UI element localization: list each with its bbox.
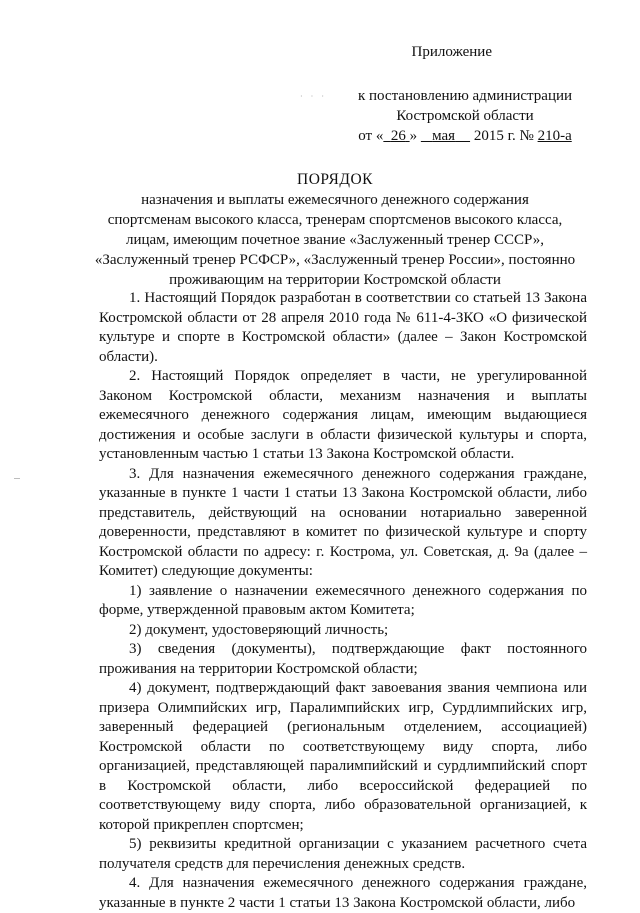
decree-date-line <box>330 126 600 146</box>
document-body <box>99 289 587 913</box>
decree-reference <box>330 86 600 146</box>
date-prefix: от « <box>358 128 384 144</box>
appendix-label: Приложение <box>411 44 492 60</box>
date-year: 2015 г. № <box>473 128 534 144</box>
paragraph: 4) документ, подтверждающий факт завоевания звания чемпиона или призера Олимпийских игр, Паралимпийских игр, Сурдлимпийских игр, заверенный федерацией (региональным отделением, ассоциацией) Костромской области по соответствующему виду спорта, либо организацией, представляющей паралимпийский и сурдлимпийский спорт в Костромской области, либо всероссийской федерацией по соответствующему виду спорта, либо образовательной организацией, к которой прикреплен спортсмен; <box>99 680 587 833</box>
subtitle-line: проживающим на территории Костромской области <box>169 272 501 288</box>
paragraph: 1. Настоящий Порядок разработан в соответствии со статьей 13 Закона Костромской области от 28 апреля 2010 года № 611-4-ЗКО «О физической культуре и спорте в Костромской области» (далее – Закон Костромской области). <box>99 290 587 365</box>
scan-artifact: · · · <box>300 92 327 101</box>
subtitle-line: «Заслуженный тренер РСФСР», «Заслуженный тренер России», постоянно <box>94 252 576 268</box>
decree-number: 210-а <box>537 128 572 144</box>
paragraph: 1) заявление о назначении ежемесячного денежного содержания по форме, утвержденной правовым актом Комитета; <box>99 582 587 618</box>
paragraph: 3) сведения (документы), подтверждающие факт постоянного проживания на территории Костромской области; <box>99 641 587 677</box>
subtitle-line: назначения и выплаты ежемесячного денежного содержания <box>141 192 529 208</box>
document-title-block <box>70 170 600 290</box>
scan-margin-mark <box>14 478 20 479</box>
date-month: мая <box>432 128 456 144</box>
paragraph: 5) реквизиты кредитной организации с указанием расчетного счета получателя средств для перечисления денежных средств. <box>99 836 587 872</box>
date-day-suffix: » <box>409 128 418 144</box>
paragraph: 3. Для назначения ежемесячного денежного содержания граждане, указанные в пункте 1 части 1 статьи 13 Закона Костромской области, либо представитель, действующий на основании нотариально заверенной доверенности, представляют в комитет по физической культуре и спорту Костромской области по адресу: г. Кострома, ул. Советская, д. 9а (далее – Комитет) следующие документы: <box>99 465 587 579</box>
subtitle-line: спортсменам высокого класса, тренерам спортсменов высокого класса, <box>107 212 563 228</box>
document-title: ПОРЯДОК <box>297 171 373 188</box>
decree-line-2: Костромской области <box>396 108 534 124</box>
subtitle-line: лицам, имеющим почетное звание «Заслуженный тренер СССР», <box>125 232 544 248</box>
date-day: 26 <box>390 128 406 144</box>
paragraph: 2. Настоящий Порядок определяет в части, не урегулированной Законом Костромской области, механизм назначения и выплаты ежемесячного денежного содержания лицам, имеющим выдающиеся достижения и особые заслуги в области физической культуры и спорта, установленным частью 1 статьи 13 Закона Костромской области. <box>99 368 587 462</box>
paragraph: 2) документ, удостоверяющий личность; <box>129 621 389 638</box>
decree-line-1: к постановлению администрации <box>357 88 573 104</box>
paragraph: 4. Для назначения ежемесячного денежного содержания граждане, указанные в пункте 2 части 1 статьи 13 Закона Костромской области, либо <box>99 875 587 911</box>
